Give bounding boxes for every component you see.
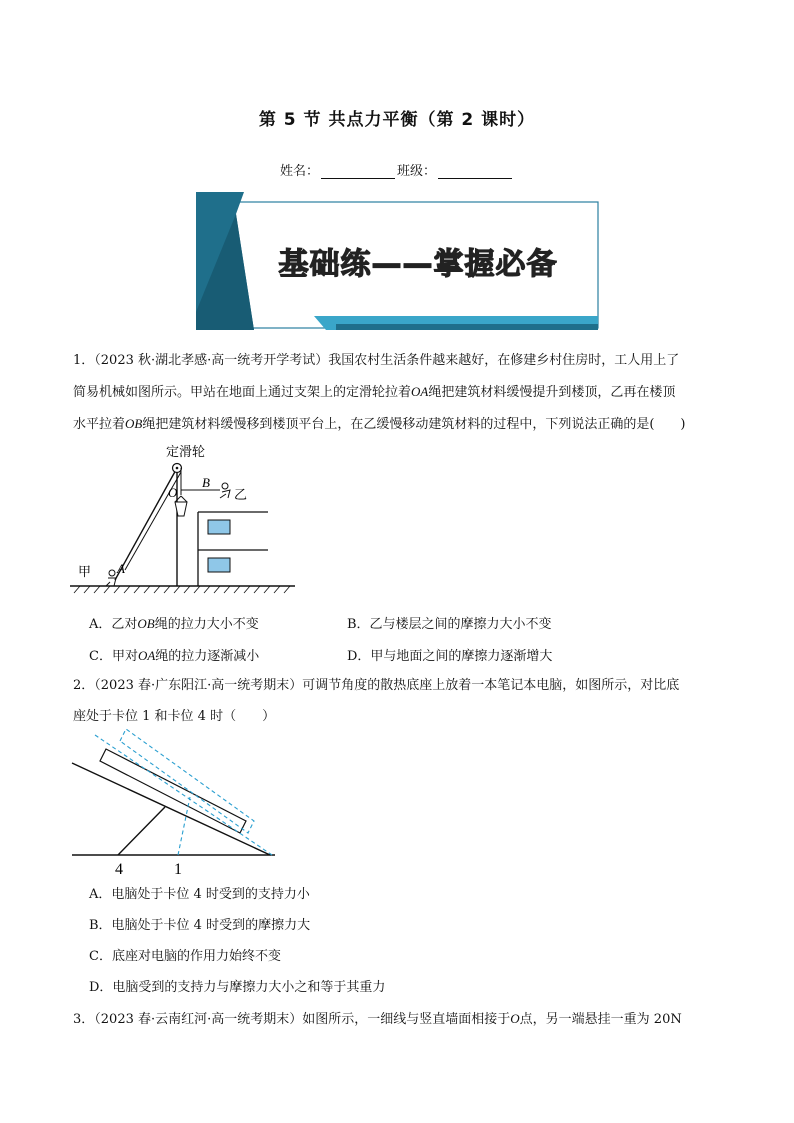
name-label: 姓名：: [279, 164, 319, 179]
svg-text:A: A: [117, 561, 125, 576]
q1-option-b[interactable]: B．乙与楼层之间的摩擦力大小不变: [347, 617, 552, 632]
question-2: [73, 670, 733, 732]
svg-text:乙: 乙: [234, 488, 248, 503]
banner-text: 基础练——掌握必备: [278, 247, 558, 282]
q2-line-1: 2．（2023 春·广东阳江·高一统考期末）可调节角度的散热底座上放着一本笔记本电脑，如图所示，对比底: [73, 678, 680, 693]
q1-option-c[interactable]: C．甲对OA绳的拉力逐渐减小: [89, 648, 260, 664]
page-title: 第 5 节 共点力平衡（第 2 课时）: [258, 110, 536, 130]
q1-option-d[interactable]: D．甲与地面之间的摩擦力逐渐增大: [347, 649, 553, 664]
student-info: [0, 160, 794, 179]
q1-line-2: 简易机械如图所示。甲站在地面上通过支架上的定滑轮拉着OA绳把建筑材料缓慢提升到楼顶，乙再在楼顶: [73, 384, 676, 400]
window-upper: [208, 520, 230, 534]
q1-line-1: 1．（2023 秋·湖北孝感·高一统考开学考试）我国农村生活条件越来越好，在修建乡村住房时，工人用上了: [73, 353, 680, 368]
slot-label-1: 1: [174, 861, 182, 878]
person-yi-icon: [222, 483, 228, 489]
window-lower: [208, 558, 230, 572]
q3-line-1: 3．（2023 春·云南红河·高一统考期末）如图所示，一细线与竖直墙面相接于O点，另一端悬挂一重为 20N: [73, 1011, 682, 1027]
q2-option-c[interactable]: C．底座对电脑的作用力始终不变: [89, 949, 281, 964]
q1-line-3: 水平拉着OB绳把建筑材料缓慢移到楼顶平台上，在乙缓慢移动建筑材料的过程中，下列说法正确的是( ): [73, 416, 686, 432]
svg-text:B: B: [202, 475, 210, 490]
q2-option-a[interactable]: A．电脑处于卡位 4 时受到的支持力小: [89, 887, 310, 902]
q2-line-2: 座处于卡位 1 和卡位 4 时（ ）: [73, 709, 276, 724]
q1-figure: [70, 440, 300, 605]
class-label: 班级：: [397, 164, 437, 179]
q2-option-d[interactable]: D．电脑受到的支持力与摩擦力大小之和等于其重力: [89, 980, 386, 995]
question-1: [73, 345, 733, 440]
section-banner: [196, 192, 600, 332]
name-blank: [321, 165, 395, 179]
svg-text:甲: 甲: [78, 565, 92, 580]
person-jia-icon: [109, 570, 115, 576]
slot-label-4: 4: [115, 861, 123, 878]
q2-figure: [70, 725, 280, 880]
q2-option-b[interactable]: B．电脑处于卡位 4 时受到的摩擦力大: [89, 918, 311, 933]
svg-text:O: O: [168, 485, 178, 500]
class-blank: [438, 165, 512, 179]
pulley-label: 定滑轮: [166, 445, 206, 460]
laptop-solid: [100, 749, 246, 833]
question-3: [73, 1003, 733, 1035]
q1-option-a[interactable]: A．乙对OB绳的拉力大小不变: [89, 616, 259, 632]
